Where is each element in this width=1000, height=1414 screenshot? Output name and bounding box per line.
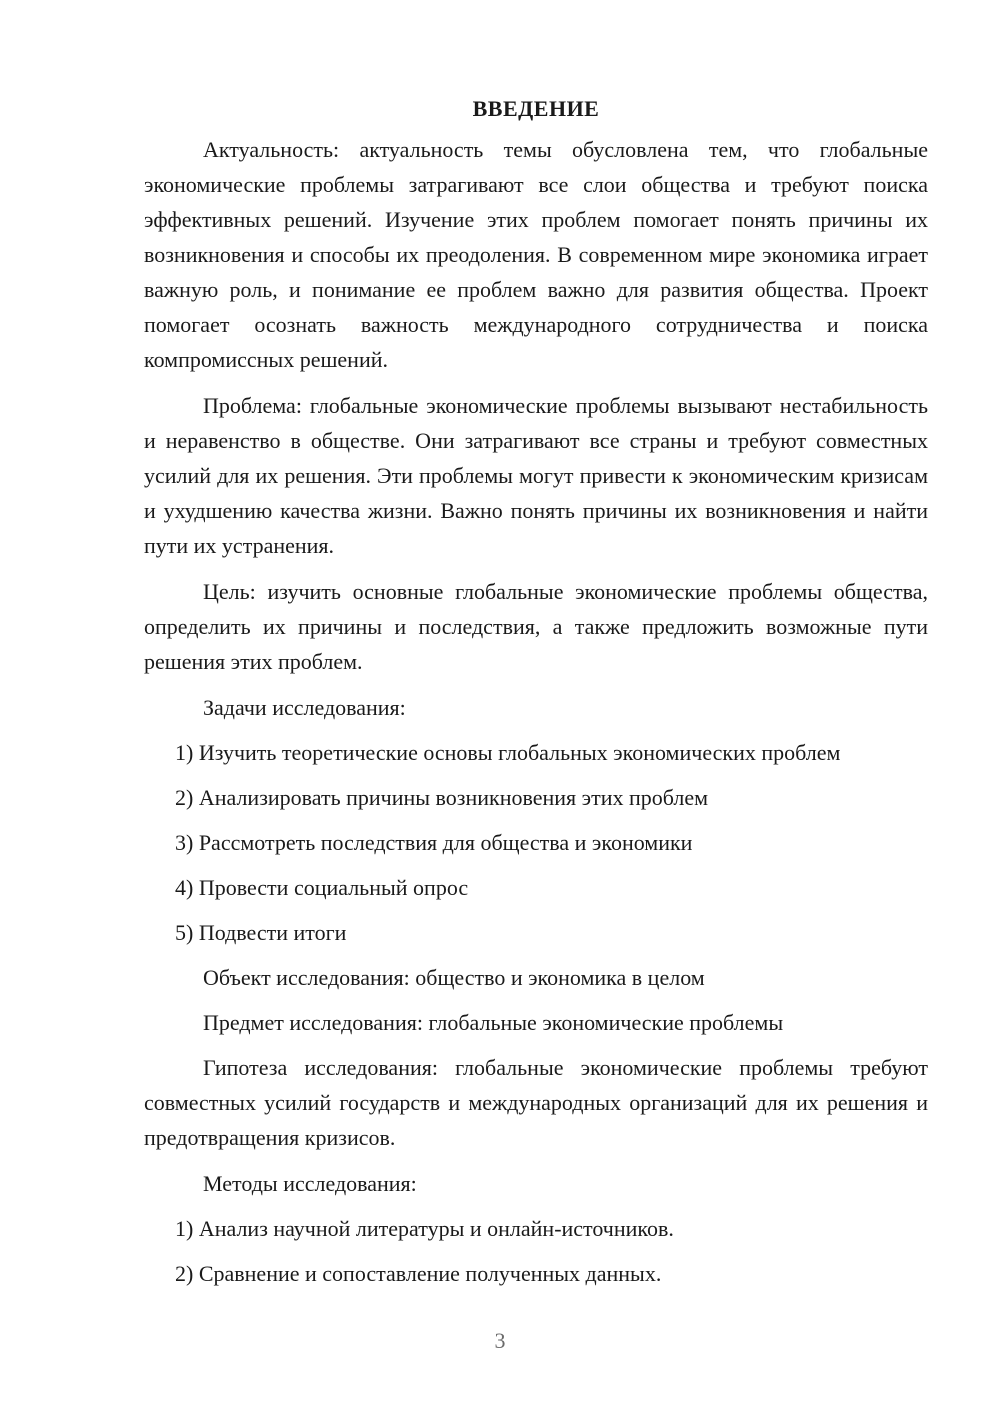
object-paragraph: Объект исследования: общество и экономика в целом	[203, 965, 705, 990]
methods-list	[144, 1211, 928, 1291]
task-item-3: 3) Рассмотреть последствия для общества и экономики	[175, 830, 693, 855]
goal-paragraph: Цель: изучить основные глобальные экономические проблемы общества, определить их причины и последствия, а также предложить возможные пути решения этих проблем.	[144, 579, 928, 674]
hypothesis-paragraph: Гипотеза исследования: глобальные экономические проблемы требуют совместных усилий государств и международных организаций для их решения и предотвращения кризисов.	[144, 1055, 928, 1150]
methods-heading: Методы исследования:	[203, 1171, 417, 1196]
subject-paragraph: Предмет исследования: глобальные экономические проблемы	[203, 1010, 784, 1035]
method-item-2: 2) Сравнение и сопоставление полученных данных.	[175, 1261, 662, 1286]
method-item-1: 1) Анализ научной литературы и онлайн-источников.	[175, 1216, 674, 1241]
section-title: ВВЕДЕНИЕ	[472, 96, 600, 121]
page-number: 3	[494, 1328, 506, 1353]
page-content	[144, 91, 928, 1301]
tasks-list	[144, 735, 928, 950]
task-item-1: 1) Изучить теоретические основы глобальных экономических проблем	[175, 740, 841, 765]
problem-paragraph: Проблема: глобальные экономические проблемы вызывают нестабильность и неравенство в обществе. Они затрагивают все страны и требуют совместных усилий для их решения. Эти проблемы могут привести к экономическим кризисам и ухудшению качества жизни. Важно понять причины их возникновения и найти пути их устранения.	[144, 393, 928, 558]
task-item-5: 5) Подвести итоги	[175, 920, 347, 945]
relevance-paragraph: Актуальность: актуальность темы обусловлена тем, что глобальные экономические проблемы затрагивают все слои общества и требуют поиска эффективных решений. Изучение этих проблем помогает понять причины их возникновения и способы их преодоления. В современном мире экономика играет важную роль, и понимание ее проблем важно для развития общества. Проект помогает осознать важность международного сотрудничества и поиска компромиссных решений.	[144, 137, 928, 372]
task-item-2: 2) Анализировать причины возникновения этих проблем	[175, 785, 709, 810]
task-item-4: 4) Провести социальный опрос	[175, 875, 469, 900]
tasks-heading: Задачи исследования:	[203, 695, 406, 720]
